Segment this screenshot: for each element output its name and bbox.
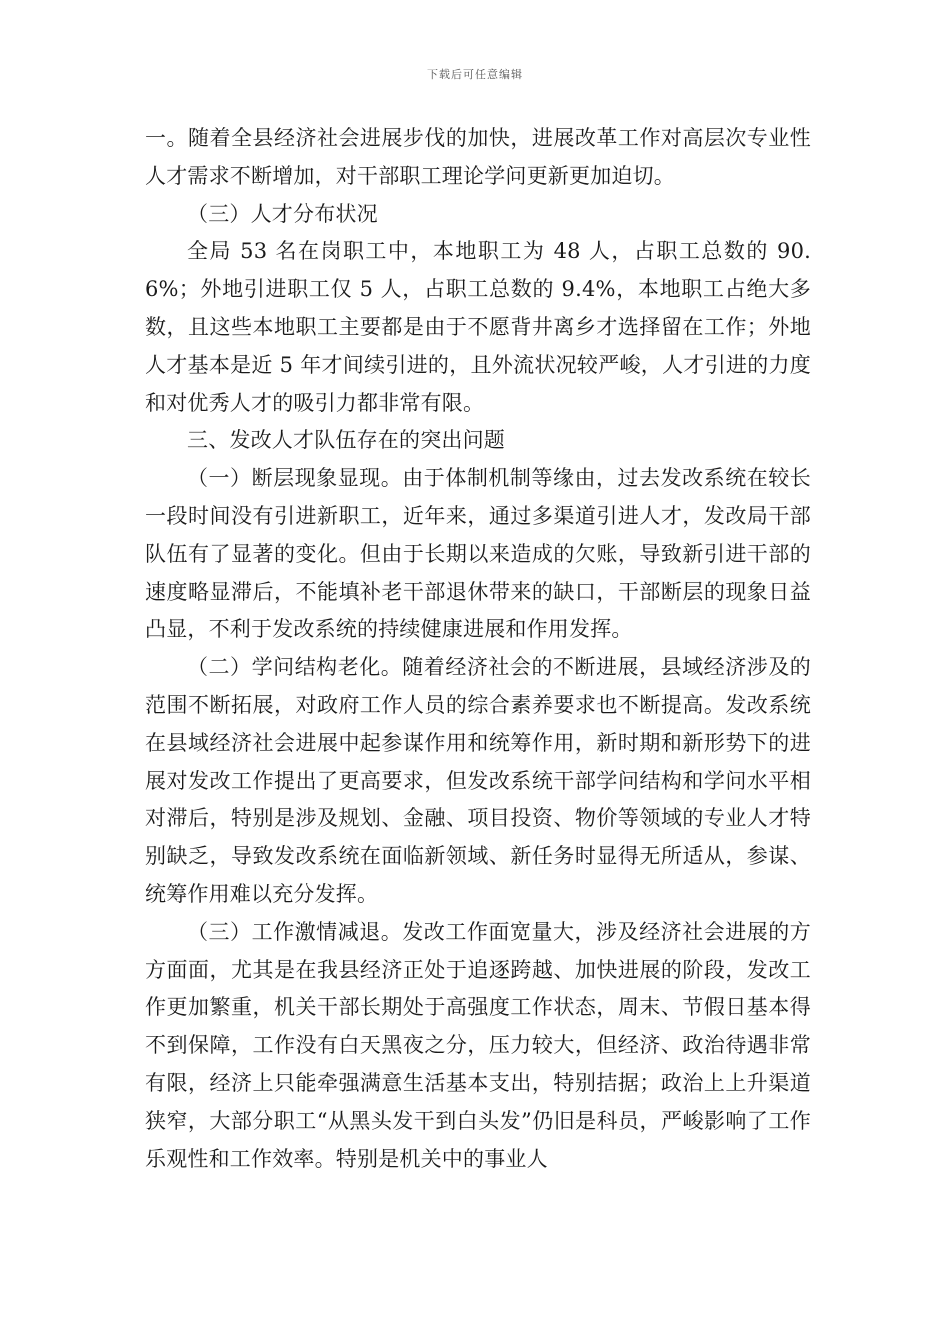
section-heading-talent-distribution: （三）人才分布状况 bbox=[187, 201, 378, 226]
paragraph-talent-distribution: 全局 53 名在岗职工中，本地职工为 48 人，占职工总数的 90.6%；外地引进职工仅 5 人，占职工总数的 9.4%，本地职工占绝大多数，且这些本地职工主要都是由于不愿背井离乡才选择留在工作；外地人才基本是近 5 年才间续引进的，且外流状况较严峻，人才引进的力度和对优秀人才的吸引力都非常有限。 bbox=[145, 239, 811, 415]
paragraph-1: 一。随着全县经济社会进展步伐的加快，进展改革工作对高层次专业性人才需求不断增加，对干部职工理论学问更新更加迫切。 bbox=[145, 126, 811, 188]
paragraph-problem-3: （三）工作激情减退。发改工作面宽量大，涉及经济社会进展的方方面面，尤其是在我县经济正处于追逐跨越、加快进展的阶段，发改工作更加繁重，机关干部长期处于高强度工作状态，周末、节假日基本得不到保障，工作没有白天黑夜之分，压力较大，但经济、政治待遇非常有限，经济上只能牵强满意生活基本支出，特别拮据；政治上上升渠道狭窄，大部分职工“从黑头发干到白头发”仍旧是科员，严峻影响了工作乐观性和工作效率。特别是机关中的事业人 bbox=[145, 919, 811, 1171]
paragraph-problem-1: （一）断层现象显现。由于体制机制等缘由，过去发改系统在较长一段时间没有引进新职工，近年来，通过多渠道引进人才，发改局干部队伍有了显著的变化。但由于长期以来造成的欠账，导致新引进干部的速度略显滞后，不能填补老干部退休带来的缺口，干部断层的现象日益凸显，不利于发改系统的持续健康进展和作用发挥。 bbox=[145, 466, 811, 642]
section-heading-problems: 三、发改人才队伍存在的突出问题 bbox=[187, 428, 505, 453]
page-header-note: 下载后可任意编辑 bbox=[427, 68, 523, 81]
document-body bbox=[145, 120, 811, 1178]
paragraph-problem-2: （二）学问结构老化。随着经济社会的不断进展，县域经济涉及的范围不断拓展，对政府工作人员的综合素养要求也不断提高。发改系统在县域经济社会进展中起参谋作用和统筹作用，新时期和新形势下的进展对发改工作提出了更高要求，但发改系统干部学问结构和学问水平相对滞后，特别是涉及规划、金融、项目投资、物价等领域的专业人才特别缺乏，导致发改系统在面临新领域、新任务时显得无所适从，参谋、统筹作用难以充分发挥。 bbox=[145, 655, 811, 906]
